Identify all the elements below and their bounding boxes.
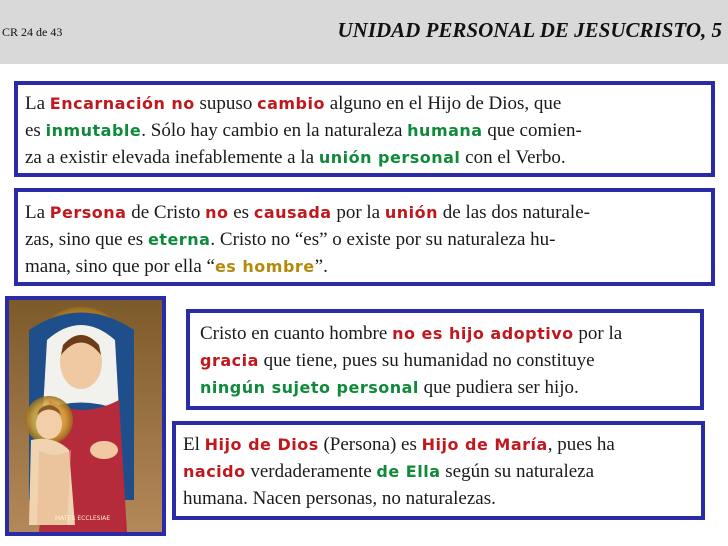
text-line <box>183 485 695 512</box>
text-line <box>183 458 695 485</box>
text-box-hijo-adoptivo <box>186 309 704 410</box>
emphasis-text: Hijo de Dios <box>204 435 319 454</box>
body-text: La <box>25 202 50 223</box>
body-text: es <box>228 202 254 223</box>
body-text: humana. Nacen personas, no naturalezas. <box>183 488 496 509</box>
text-line <box>25 199 705 226</box>
emphasis-text: ningún sujeto personal <box>200 378 419 397</box>
text-line <box>25 144 705 171</box>
body-text: za a existir elevada inefablemente a la <box>25 147 319 168</box>
emphasis-text: no es hijo adoptivo <box>392 324 574 343</box>
body-text: supuso <box>194 93 258 114</box>
slide-header <box>0 0 728 64</box>
text-box-hijo-de-maria <box>172 421 705 520</box>
body-text: según su naturaleza <box>440 461 595 482</box>
text-line <box>183 431 695 458</box>
body-text: que tiene, pues su humanidad no constituye <box>258 350 595 371</box>
text-line <box>25 226 705 253</box>
madonna-painting <box>5 296 166 536</box>
emphasis-text: eterna <box>147 230 211 249</box>
body-text: El <box>183 434 205 455</box>
body-text: ”. <box>314 256 328 277</box>
emphasis-text: unión personal <box>318 148 461 167</box>
body-text: de las dos naturale- <box>438 202 590 223</box>
text-line <box>25 90 705 117</box>
text-line <box>200 374 694 401</box>
emphasis-text: no <box>205 203 229 222</box>
text-line <box>25 117 705 144</box>
emphasis-text: cambio <box>257 94 325 113</box>
body-text: que pudiera ser hijo. <box>418 377 579 398</box>
emphasis-text: Hijo de María <box>421 435 548 454</box>
body-text: por la <box>573 323 623 344</box>
body-text: alguno en el Hijo de Dios, que <box>324 93 562 114</box>
body-text: es <box>25 120 46 141</box>
madonna-child-image <box>9 300 162 532</box>
body-text: zas, sino que es <box>25 229 148 250</box>
body-text: con el Verbo. <box>460 147 566 168</box>
body-text: La <box>25 93 50 114</box>
painting-caption: MATER ECCLESIAE <box>55 515 111 522</box>
emphasis-text: Encarnación no <box>49 94 195 113</box>
emphasis-text: unión <box>384 203 439 222</box>
body-text: . Cristo no “es” o existe por su naturaleza hu- <box>210 229 556 250</box>
emphasis-text: de Ella <box>376 462 441 481</box>
body-text: Cristo en cuanto hombre <box>200 323 393 344</box>
emphasis-text: gracia <box>200 351 259 370</box>
text-line <box>25 253 705 280</box>
text-line <box>200 347 694 374</box>
emphasis-text: nacido <box>183 462 246 481</box>
emphasis-text: humana <box>407 121 483 140</box>
body-text: por la <box>331 202 385 223</box>
text-line <box>200 320 694 347</box>
body-text: que comien- <box>482 120 582 141</box>
body-text: mana, sino que por ella “ <box>25 256 215 277</box>
text-box-encarnacion <box>14 81 715 177</box>
body-text: , pues ha <box>547 434 615 455</box>
body-text: (Persona) es <box>318 434 422 455</box>
emphasis-text: Persona <box>49 203 127 222</box>
body-text: verdaderamente <box>245 461 377 482</box>
emphasis-text: causada <box>253 203 332 222</box>
body-text: de Cristo <box>126 202 206 223</box>
emphasis-text: inmutable <box>45 121 142 140</box>
text-box-persona <box>14 188 715 286</box>
slide-title: UNIDAD PERSONAL DE JESUCRISTO, 5 <box>337 18 722 42</box>
body-text: . Sólo hay cambio en la naturaleza <box>141 120 408 141</box>
slide-counter: CR 24 de 43 <box>2 25 63 39</box>
emphasis-text: es hombre <box>214 257 315 276</box>
